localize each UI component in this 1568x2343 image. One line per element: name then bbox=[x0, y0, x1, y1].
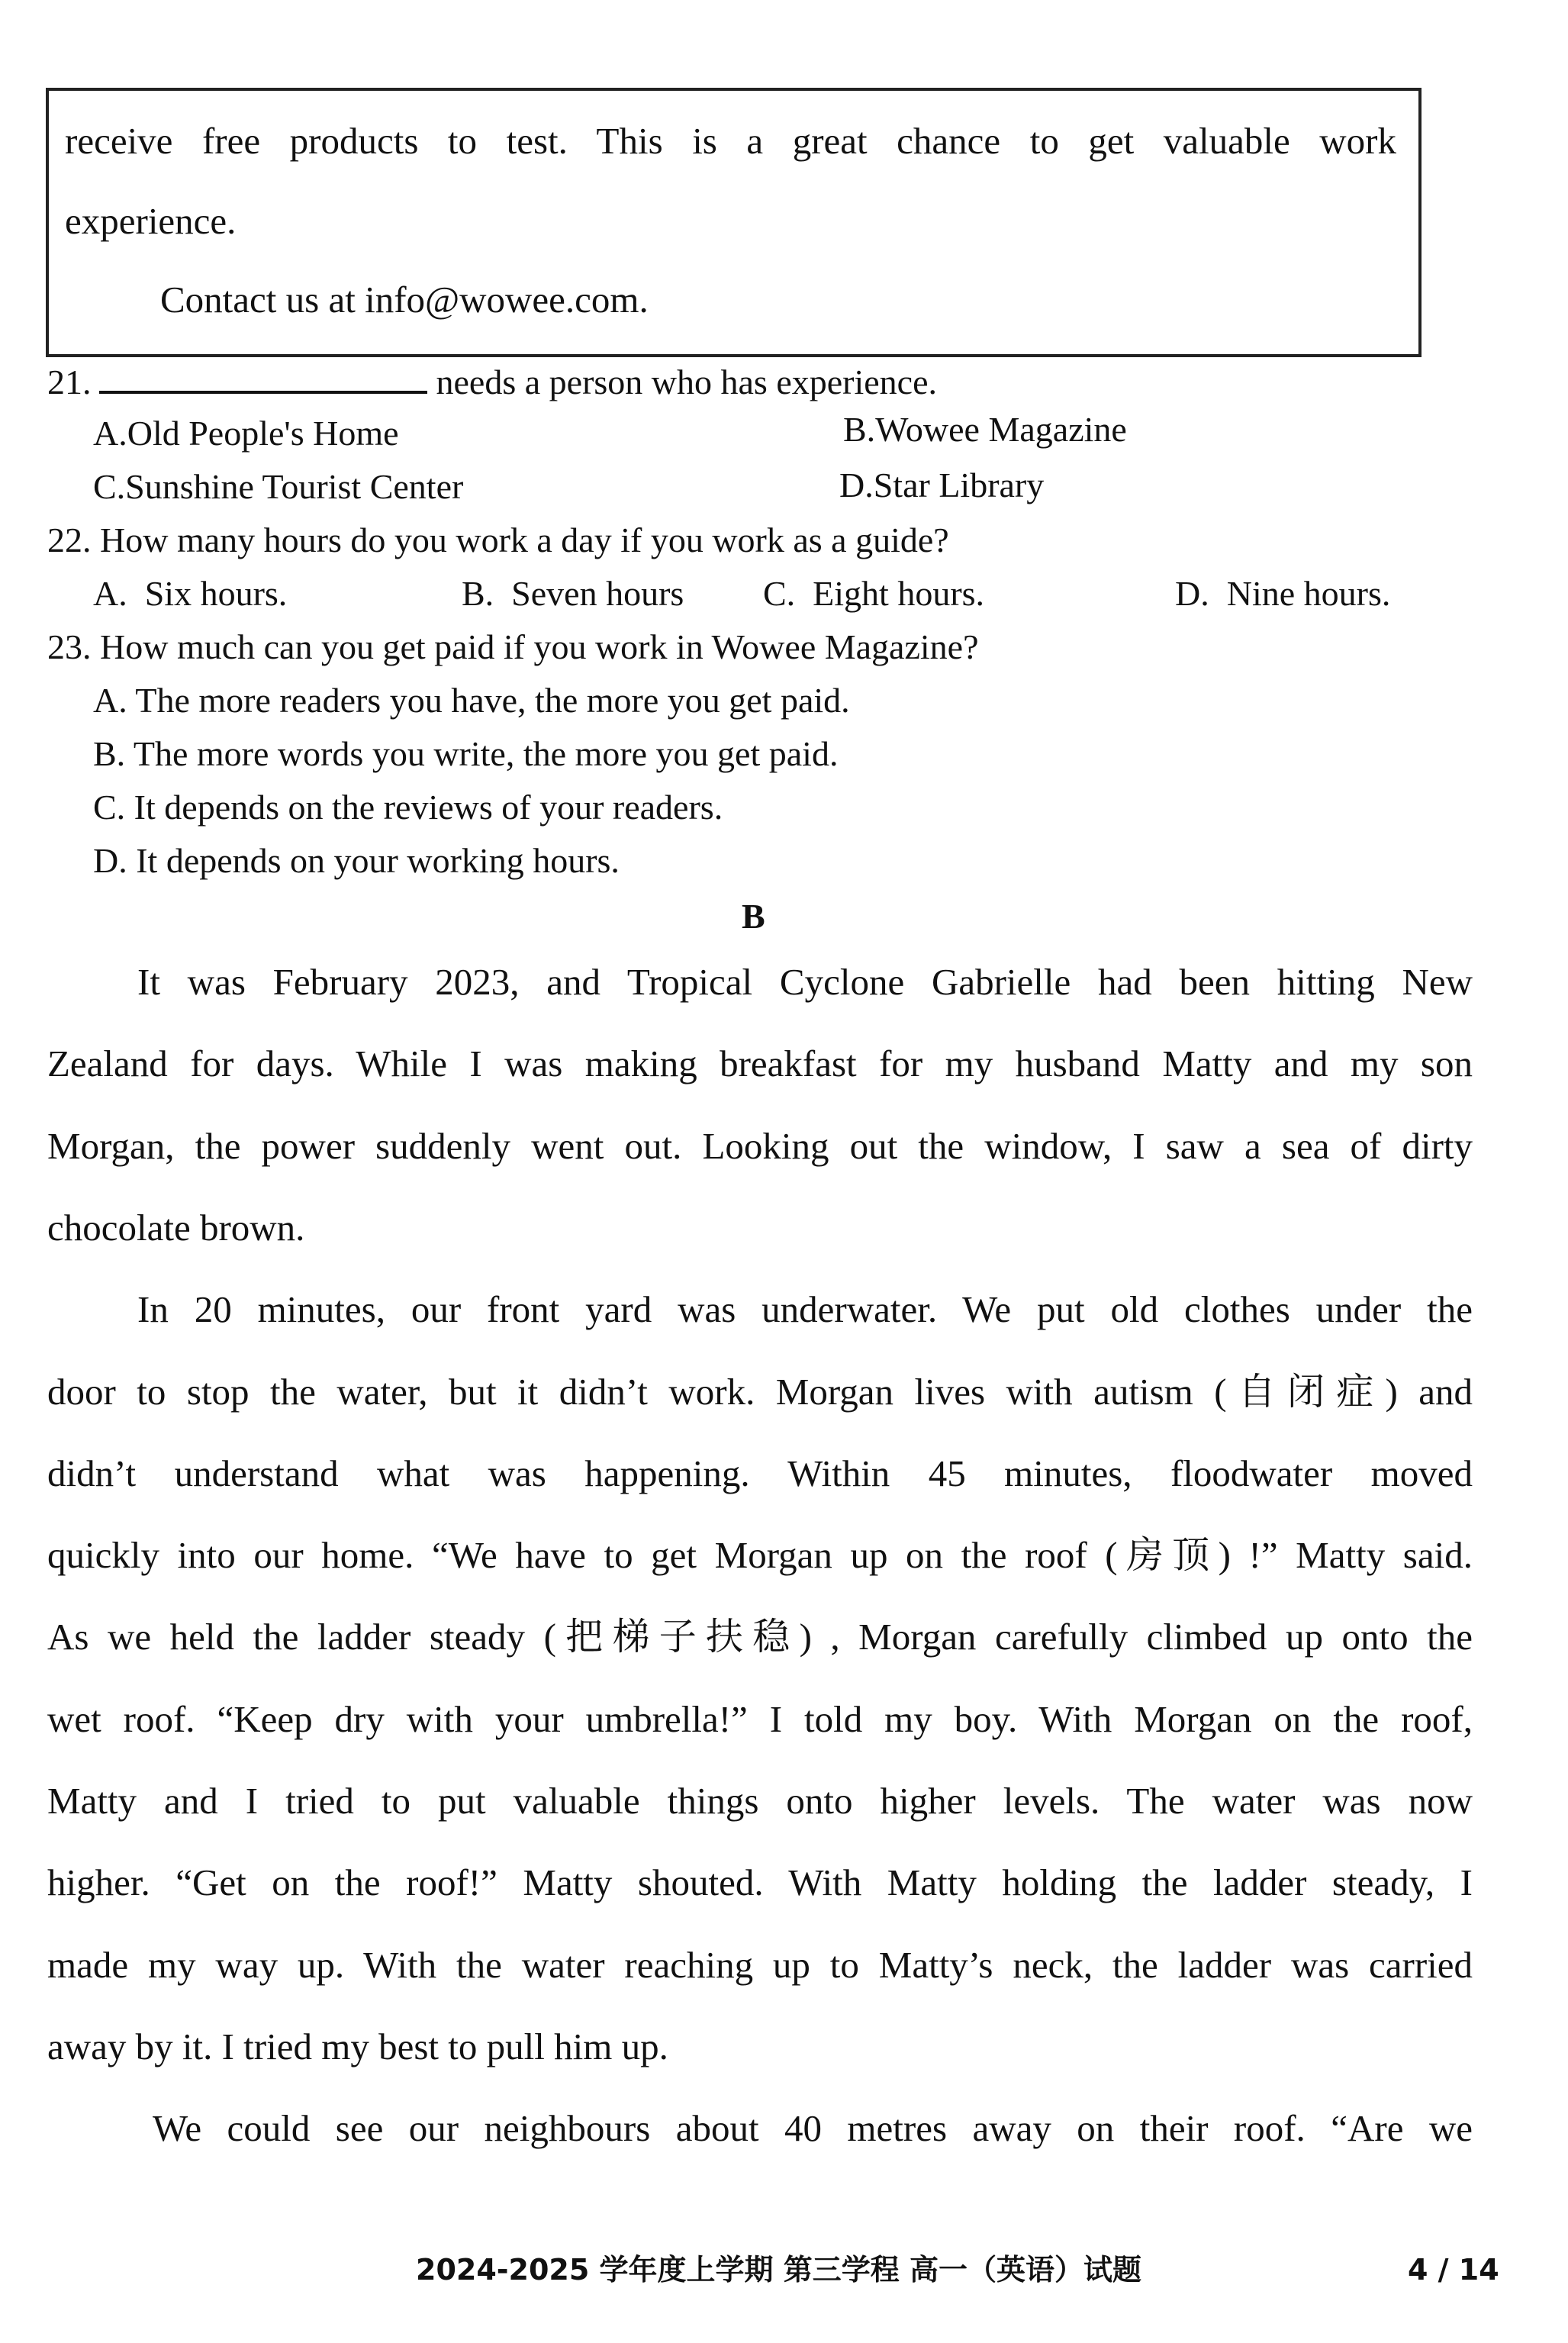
option: C. It depends on the reviews of your readers. bbox=[93, 788, 723, 827]
passage-line: Matty and I tried to put valuable things onto higher levels. The water was now bbox=[47, 1780, 1473, 1822]
option: D.Star Library bbox=[839, 466, 1045, 504]
option: D. It depends on your working hours. bbox=[93, 841, 620, 880]
question-number: 21. bbox=[47, 363, 92, 401]
option: C. Eight hours. bbox=[763, 574, 985, 613]
option: C.Sunshine Tourist Center bbox=[93, 467, 464, 506]
option: B. The more words you write, the more you get paid. bbox=[93, 734, 839, 773]
passage-line: We could see our neighbours about 40 metres away on their roof. “Are we bbox=[153, 2107, 1473, 2150]
passage-line: wet roof. “Keep dry with your umbrella!” I told my boy. With Morgan on the roof, bbox=[47, 1697, 1473, 1740]
passage-line: made my way up. With the water reaching up to Matty’s neck, the ladder was carried bbox=[47, 1943, 1473, 1986]
passage-line: chocolate brown. bbox=[47, 1206, 305, 1249]
page-number: 4 / 14 bbox=[1408, 2253, 1499, 2287]
option: B.Wowee Magazine bbox=[843, 410, 1127, 449]
ad-contact: Contact us at info@wowee.com. bbox=[160, 279, 649, 321]
question-stem: How many hours do you work a day if you work as a guide? bbox=[100, 520, 949, 559]
question-22 bbox=[47, 520, 949, 559]
passage-line: Morgan, the power suddenly went out. Looking out the window, I saw a sea of dirty bbox=[47, 1124, 1473, 1167]
passage-line: away by it. I tried my best to pull him up. bbox=[47, 2025, 668, 2067]
passage-line: door to stop the water, but it didn’t work. Morgan lives with autism (自闭症) and bbox=[47, 1370, 1473, 1413]
answer-blank bbox=[99, 391, 427, 394]
section-heading: B bbox=[742, 897, 765, 936]
passage-line: quickly into our home. “We have to get Morgan up on the roof (房顶) !” Matty said. bbox=[47, 1534, 1473, 1577]
ad-text-line: experience. bbox=[65, 200, 237, 242]
ad-text-line: receive free products to test. This is a great chance to get valuable work bbox=[65, 120, 1396, 162]
option: A. The more readers you have, the more you get paid. bbox=[93, 681, 850, 720]
option: B. Seven hours bbox=[462, 574, 684, 613]
passage-line: As we held the ladder steady (把梯子扶稳) , Morgan carefully climbed up onto the bbox=[47, 1616, 1473, 1658]
question-21 bbox=[47, 365, 937, 400]
passage-line: In 20 minutes, our front yard was underwater. We put old clothes under the bbox=[137, 1288, 1473, 1331]
option: A. Six hours. bbox=[93, 574, 288, 613]
option: D. Nine hours. bbox=[1175, 574, 1391, 613]
passage-line: higher. “Get on the roof!” Matty shouted. With Matty holding the ladder steady, I bbox=[47, 1861, 1473, 1904]
question-stem: How much can you get paid if you work in Wowee Magazine? bbox=[100, 627, 979, 666]
question-number: 23. bbox=[47, 627, 92, 666]
option: A.Old People's Home bbox=[93, 414, 399, 453]
passage-line: It was February 2023, and Tropical Cyclone Gabrielle had been hitting New bbox=[137, 961, 1473, 1003]
footer-title: 2024-2025 学年度上学期 第三学程 高一（英语）试题 bbox=[416, 2253, 1141, 2287]
passage-line: Zealand for days. While I was making breakfast for my husband Matty and my son bbox=[47, 1043, 1473, 1085]
question-23 bbox=[47, 627, 979, 666]
question-stem: needs a person who has experience. bbox=[436, 363, 938, 401]
passage-line: didn’t understand what was happening. Within 45 minutes, floodwater moved bbox=[47, 1452, 1473, 1494]
question-number: 22. bbox=[47, 520, 92, 559]
